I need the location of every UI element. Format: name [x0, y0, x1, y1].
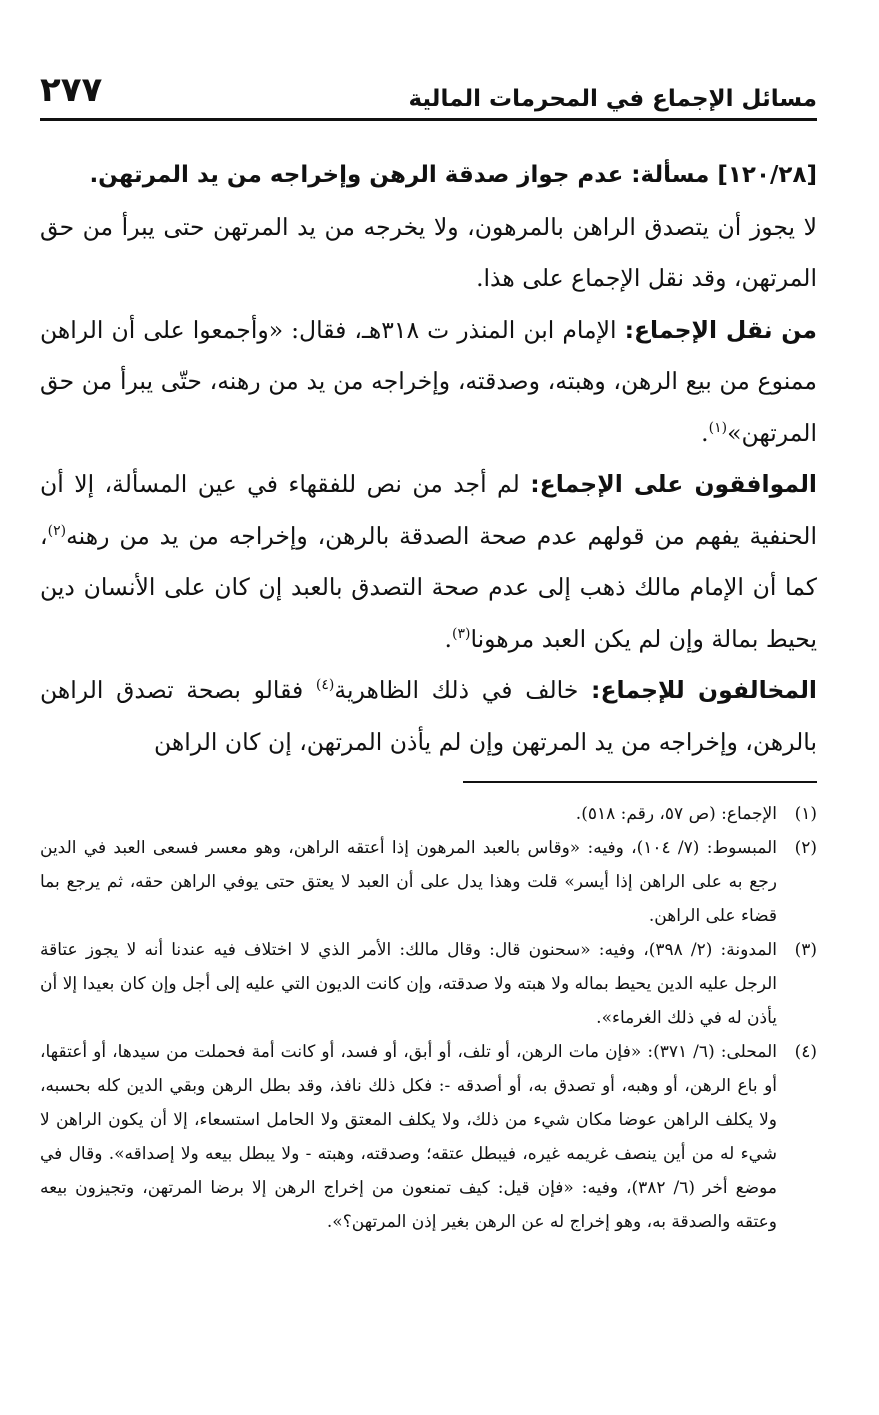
intro-paragraph: لا يجوز أن يتصدق الراهن بالمرهون، ولا يخرجه من يد المرتهن حتى يبرأ من حق المرتهن، وقد نقل الإجماع على هذا. — [40, 212, 817, 292]
footnote-number: (٤) — [794, 1042, 817, 1062]
agreeing-label: الموافقون على الإجماع: — [530, 470, 817, 498]
transmission-text: الإمام ابن المنذر ت ٣١٨هـ، فقال: «وأجمعوا على أن الراهن ممنوع من بيع الرهن، وهبته، وصدقته، وإخراجه من يد من رهنه، حتّى يبرأ من حق المرتهن» — [40, 315, 817, 447]
footnote-ref-4[interactable]: (٤) — [315, 677, 335, 694]
footnote-separator — [463, 781, 817, 783]
issue-heading — [40, 150, 817, 202]
opposing-text-1: خالف في ذلك الظاهرية — [334, 676, 579, 704]
book-page — [40, 0, 817, 1415]
footnote-ref-3[interactable]: (٣) — [451, 625, 471, 642]
running-title: مسائل الإجماع في المحرمات المالية — [408, 86, 817, 112]
header-rule — [40, 118, 817, 121]
footnote-ref-1[interactable]: (١) — [708, 419, 728, 436]
footnote-ref-2[interactable]: (٢) — [47, 522, 67, 539]
transmission-label: من نقل الإجماع: — [624, 315, 817, 344]
footnote-1 — [40, 797, 817, 831]
agreeing-paragraph: الموافقون على الإجماع: لم أجد من نص للفقهاء في عين المسألة، إلا أن الحنفية يفهم من قولهم عدم صحة الصدقة بالرهن، وإخراجه من يد من رهنه$^{(٢)}$، كما أن الإمام مالك ذهب إلى عدم صحة التصدق بالعبد إن كان على الأنسان دين يحيط بمالة وإن لم يكن العبد مرهونا$^{(٣)}$. — [40, 470, 817, 653]
footnotes — [40, 797, 817, 1239]
footnote-text: المحلى: (٦/ ٣٧١): «فإن مات الرهن، أو تلف، أو أبق، أو فسد، أو كانت أمة فحملت من سيدها، أو أعتقها، أو باع الرهن، أو وهبه، أو تصدق به، أو أصدقه -: فكل ذلك نافذ، وقد بطل الرهن وبقي الدين كله بحسبه، ولا يكلف الراهن عوضا مكان شيء من ذلك، ولا يكلف المعتق ولا الحامل استسعاء، إلا أن يكون الراهن لا شيء له من أين ينصف غريمه غيره، فيبطل عتقه؛ وصدقته، وهبته - ولا يبطل بيعه ولا إصداقه». وقال في موضع أخر (٦/ ٣٨٢)، وفيه: «فإن قيل: كيف تمنعون من إخراج الرهن إلا برضا المرتهن، وتجيزون بيعه وعتقه والصدقة به، وهو إخراج له عن الرهن بغير إذن المرتهن؟». — [40, 1042, 777, 1232]
page-header — [40, 62, 817, 122]
footnote-number: (٢) — [794, 838, 817, 858]
opposing-label: المخالفون للإجماع: — [591, 676, 817, 704]
main-text — [40, 150, 817, 768]
footnote-text: المدونة: (٢/ ٣٩٨)، وفيه: «سحنون قال: وقال مالك: الأمر الذي لا اختلاف فيه عندنا أنه لا يجوز عتاقة الرجل عليه الدين يحيط بماله ولا هبته ولا صدقته، وإن كانت الديون التي عليه إلى أجل وإن كان بعيدا إلا أن يأذن له في ذلك الغرماء». — [40, 940, 777, 1028]
opposing-paragraph — [40, 665, 817, 768]
footnote-number: (١) — [794, 804, 817, 824]
agreeing-text-2: ، كما أن الإمام مالك ذهب إلى عدم صحة التصدق بالعبد إن كان على الأنسان دين يحيط بمالة وإن لم يكن العبد مرهونا — [40, 521, 817, 653]
page-number: ٢٧٧ — [40, 70, 103, 110]
issue-number: [١٢٠/٢٨] — [717, 162, 817, 188]
opposing-text-2: فقالو بصحة تصدق الراهن بالرهن، وإخراجه من يد المرتهن وإن لم يأذن المرتهن، إن كان الراهن — [40, 676, 817, 756]
footnote-text: الإجماع: (ص ٥٧، رقم: ٥١٨). — [575, 804, 777, 824]
footnote-number: (٣) — [794, 940, 817, 960]
agreeing-text-1: لم أجد من نص للفقهاء في عين المسألة، إلا أن الحنفية يفهم من قولهم عدم صحة الصدقة بالرهن، وإخراجه من يد من رهنه — [40, 470, 817, 550]
footnote-3 — [40, 933, 817, 1035]
issue-title: مسألة: عدم جواز صدقة الرهن وإخراجه من يد المرتهن. — [89, 162, 710, 188]
transmission-paragraph: من نقل الإجماع: الإمام ابن المنذر ت ٣١٨هـ، فقال: «وأجمعوا على أن الراهن ممنوع من بيع الرهن، وهبته، وصدقته، وإخراجه من يد من رهنه، حتّى يبرأ من حق المرتهن»$^{(١)}$. — [40, 315, 817, 447]
footnote-2 — [40, 831, 817, 933]
footnote-4 — [40, 1035, 817, 1239]
footnote-text: المبسوط: (٧/ ١٠٤)، وفيه: «وقاس بالعبد المرهون إذا أعتقه الراهن، وهو معسر فسعى العبد في الدين رجع به على الراهن إذا أيسر» قلت وهذا يدل على أن العبد لا يعتق حتى يوفي الراهن حقه، ثم يرجع بما قضاء على الراهن. — [40, 838, 777, 926]
